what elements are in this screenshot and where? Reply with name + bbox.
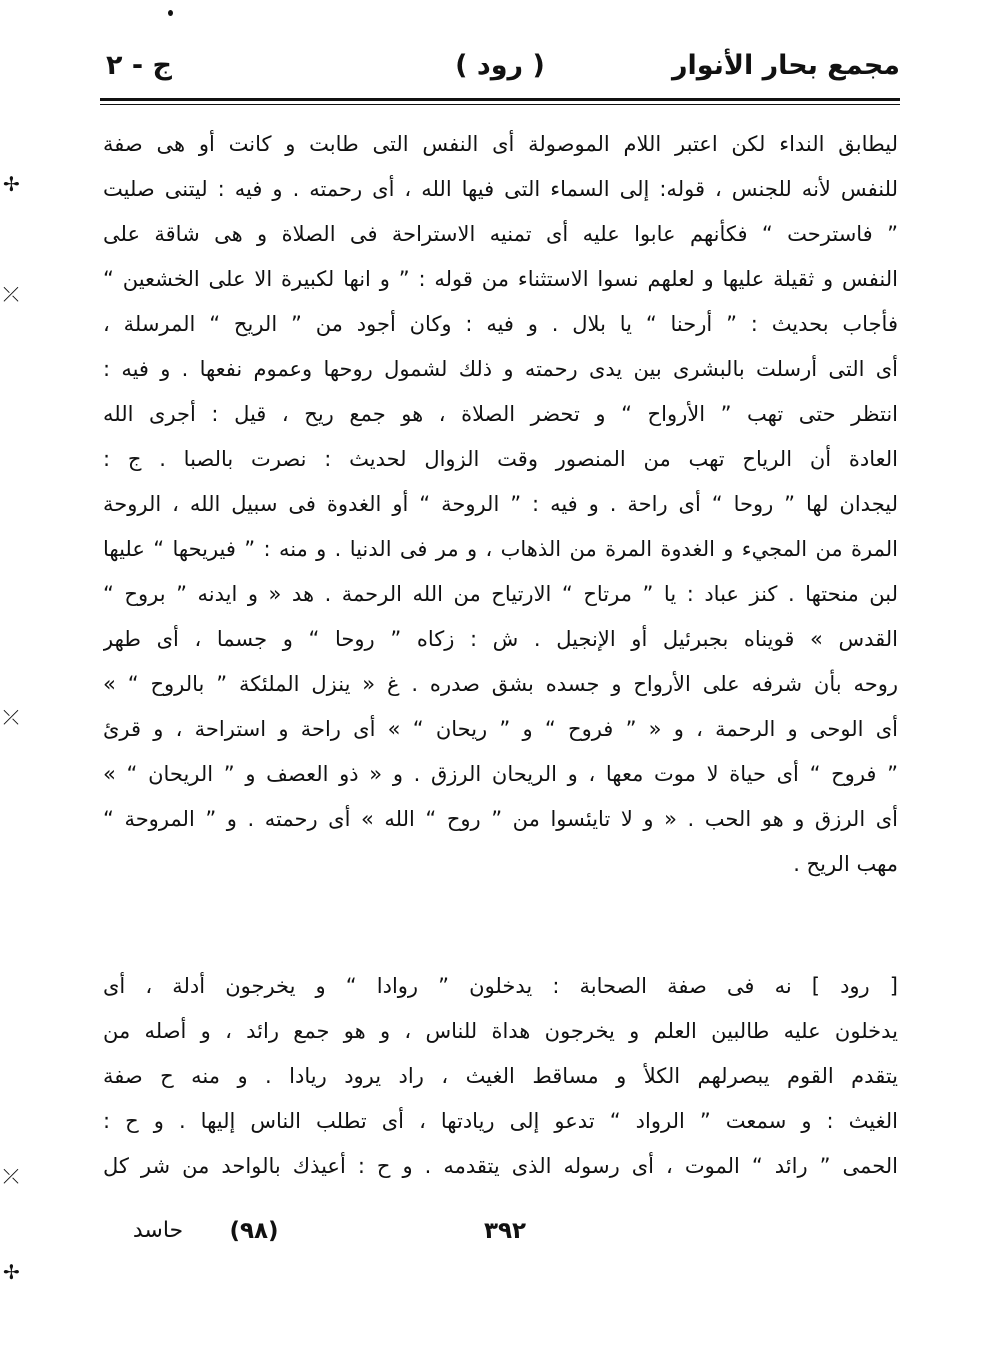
text-line: انتظر حتى تهب ” الأرواح “ و تحضر الصلاة ، هو جمع ريح ، قيل : أجرى الله [103,402,898,426]
text-line: الغيث : و سمعت ” الرواد “ تدعو إلى ريادتها ، أى تطلب الناس إليها . و ح : [103,1109,898,1133]
margin-cross-icon: ✢ [3,172,20,196]
text-line: ” فروح “ أى حياة لا موت معها ، و الريحان الرزق . و « ذو العصف و ” الريحان “ » [103,762,898,786]
text-line: النفس و ثقيلة عليها و لعلهم نسوا الاستثناء من قوله : ” و انها لكبيرة الا على الخشعين “ [103,267,898,291]
text-line: أى الرزق و هو الحب . « و لا تايئسوا من ” روح “ الله » أى رحمته . و ” المروحة “ [103,807,898,831]
text-line: أى الوحى و الرحمة ، و « ” فروح “ و ” ريحان “ » أى راحة و استراحة ، و قرئ [103,717,898,741]
paragraph-2 [103,964,898,1189]
text-line: العادة أن الرياح تهب من المنصور وقت الزوال لحديث : نصرت بالصبا . ج : [103,447,898,471]
margin-cross-icon: ✢ [3,1260,20,1284]
header-rule [100,98,900,101]
text-line: [ رود ] نه فى صفة الصحابة : يدخلون ” روادا “ و يخرجون أدلة ، أى [103,974,898,998]
text-line: ليطابق النداء لكن اعتبر اللام الموصولة أى النفس التى طابت و كانت أو هى صفة [103,132,898,156]
text-line: مهب الريح . [793,852,898,876]
text-line: أى التى أرسلت بالبشرى بين يدى رحمته و ذلك لشمول روحها وعموم نفعها . و فيه : [103,357,898,381]
paragraph-1 [103,122,898,887]
text-line: للنفس لأنه للجنس ، قوله: إلى السماء التى فيها الله ، أى رحمته . و فيه : ليتنى صليت [103,177,898,201]
margin-cross-icon: ⤫ [3,1164,19,1188]
text-line: يدخلون عليه طالبين العلم و يخرجون هداة للناس ، و هو جمع رائد ، و أصله من [103,1019,898,1043]
margin-cross-icon: ⤫ [3,705,19,729]
catchword: حاسد [132,1218,184,1243]
text-line: القدس » قويناه بجبرئيل أو الإنجيل . ش : زكاه ” روحا “ و جسما ، أى طهر [103,627,898,651]
page-number: ٣٩٢ [483,1218,527,1244]
entry-root: ( رود ) [455,50,545,81]
ink-dot [168,10,173,16]
text-line: الحمى ” رائد “ الموت ، أى رسوله الذى يتقدمه . و ح : أعيذك بالواحد من شر كل [103,1154,898,1178]
text-line: ” فاسترحت “ فكأنهم عابوا عليه أى تمنيه الاستراحة فى الصلاة و هى شاقة على [103,222,898,246]
margin-cross-icon: ⤫ [3,282,19,306]
text-line: روحه بأن شرفه على الأرواح و جسده بشق صدره . غ « ينزل الملئكة ” بالروح “ » [103,672,898,696]
book-title: مجمع بحار الأنوار [671,50,900,81]
text-line: لبن منحتها . كنز عباد : يا ” مرتاح “ الارتياح من الله الرحمة . هد « و ايدنه ” بروح “ [103,582,898,606]
text-line: المرة من المجيء و الغدوة المرة من الذهاب ، و مر فى الدنيا . و منه : ” فيريحها “ عليها [103,537,898,561]
signature-mark: (٩٨) [229,1218,279,1244]
page-header [100,50,900,94]
text-line: يتقدم القوم يبصرلهم الكلأ و مساقط الغيث ، راد يرود ريادا . و منه ح صفة [103,1064,898,1088]
volume-label: ج - ٢ [106,50,172,81]
header-rule-thin [100,104,900,105]
text-line: فأجاب بحديث : ” أرحنا “ يا بلال . و فيه : وكان أجود من ” الريح “ المرسلة ، [103,312,898,336]
text-line: ليجدان لها ” روحا “ أى راحة . و فيه : ” الروحة “ أو الغدوة فى سبيل الله ، الروحة [103,492,898,516]
